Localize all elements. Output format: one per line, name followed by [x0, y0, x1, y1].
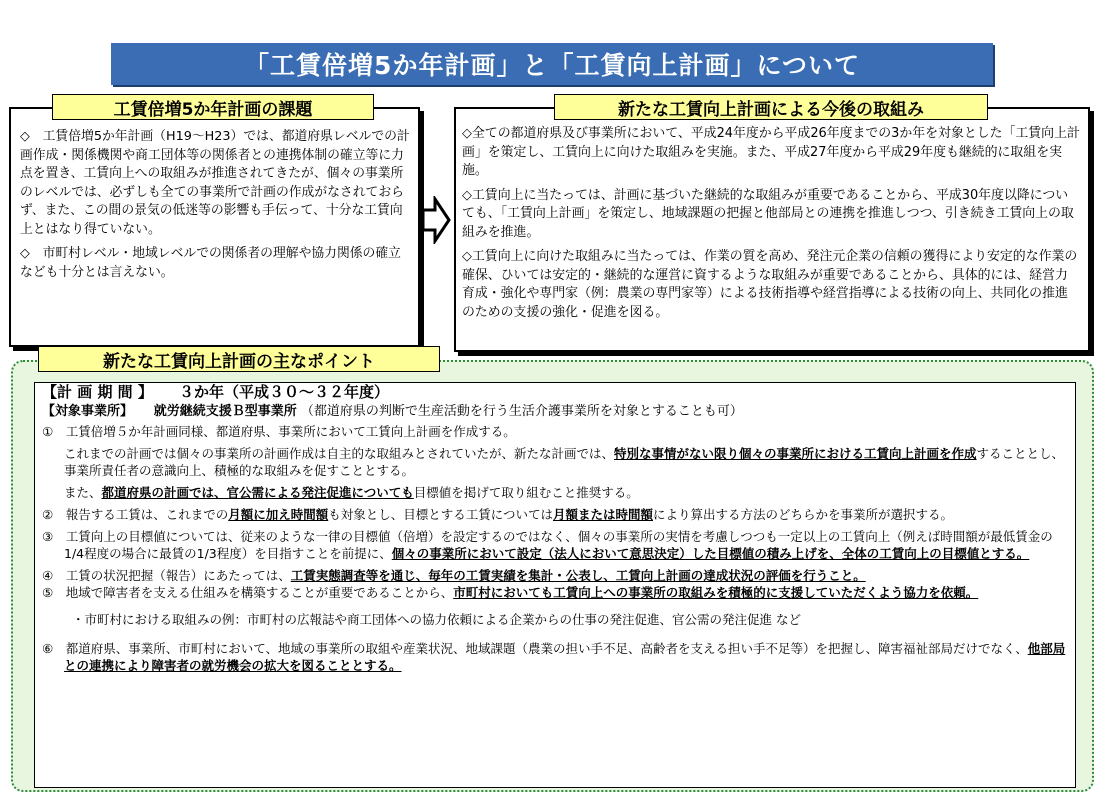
point-3 [42, 528, 1070, 562]
target-offices [42, 403, 1070, 420]
point-1b [42, 484, 1070, 501]
point-1a-text: これまでの計画では個々の事業所の計画作成は自主的な取組みとされていたが、新たな計画では、 [64, 446, 615, 461]
point-6-text: ⑥ 都道府県、事業所、市町村において、地域の事業所の取組や産業状況、地域課題（農業の担い手不足、高齢者を支える担い手不足等）を把握し、障害福祉部局だけでなく、 [42, 641, 1028, 656]
point-6-emphasis: 他部局との連携により障害者の就労機会の拡大を図ることとする。 [64, 641, 1066, 673]
point-4-emphasis: 工賃実態調査等を通じ、毎年の工賃実績を集計・公表し、工賃向上計画の達成状況の評価を行うこと。 [290, 568, 866, 583]
point-2-text-mid: も対象とし、目標とする工賃については [328, 507, 553, 522]
initiative-item-2: ◇工賃向上に当たっては、計画に基づいた継続的な取組みが重要であることから、平成30年度以降についても、「工賃向上計画」を策定し、地域課題の把握と他部局との連携を推進しつつ、引き続き工賃向上の取組みを推進。 [462, 187, 1074, 240]
challenge-item-2: ◇ 市町村レベル・地域レベルでの関係者の理解や協力関係の確立なども十分とは言えない。 [20, 246, 401, 280]
point-1b-text: また、 [64, 485, 102, 500]
initiative-item-1: ◇全ての都道府県及び事業所において、平成24年度から平成26年度までの3か年を対象とした「工賃向上計画」を策定し、工賃向上に向けた取組みを実施。また、平成27年度から平成29年度も継続的に取組を実施。 [462, 126, 1080, 178]
point-3-text: ③ 工賃向上の目標値については、従来のような一律の目標値（倍増）を設定するのではなく、個々の事業所の実情を考慮しつつも一定以上の工賃向上（例えば時間額が最低賃金の1/4程度の場合に最賃の1/3程度）を目指すことを前提に、 [42, 529, 1053, 561]
arrow-right-icon [421, 196, 451, 244]
plan-period [42, 384, 1070, 401]
point-5-text: ⑤ 地域で障害者を支える仕組みを構築することが重要であることから、 [42, 585, 454, 600]
future-initiatives-text [462, 125, 1080, 328]
point-4 [42, 567, 1070, 584]
point-5-example: ・市町村における取組みの例：市町村の広報誌や商工団体への協力依頼による企業からの仕事の発注促進、官公需の発注促進 など [72, 612, 801, 627]
challenges-text [20, 128, 410, 288]
point-5-emphasis: 市町村においても工賃向上への事業所の取組みを積極的に支援していただくよう協力を依頼。 [453, 585, 979, 600]
point-1a-emphasis: 特別な事情がない限り個々の事業所における工賃向上計画を作成 [614, 446, 977, 461]
point-2-text-end: により算出する方法のどちらかを事業所が選択する。 [653, 507, 954, 522]
point-1a-text-end: することとし、事業所責任者の意識向上、積極的な取組みを促すこととする。 [64, 446, 1065, 478]
point-3-emphasis-1: 個々の事業所において設定（法人において意思決定）した目標値の積み上げを、 [391, 546, 842, 561]
initiative-item-3: ◇工賃向上に向けた取組みに当たっては、作業の質を高め、発注元企業の信頼の獲得により安定的な作業の確保、ひいては安定的・継続的な運営に資するような取組みが重要であることから、具体的には、経営力育成・強化や専門家（例：農業の専門家等）による技術指導や経営指導による技術の向上、共同化の推進のための支援の強化・促進を図る。 [462, 249, 1078, 320]
point-3-emphasis-2: 全体の工賃向上の目標値とする。 [841, 546, 1030, 561]
challenge-item-1: ◇ 工賃倍増5か年計画（H19～H23）では、都道府県レベルでの計画作成・関係機関や商工団体等の関係者との連携体制の確立等に力点を置き、工賃向上への取組みが推進されてきたが、個々の事業所のレベルでは、必ずしも全ての事業所で計画の作成がなされておらず、また、この間の景気の低迷等の影響も手伝って、十分な工賃向上とはなり得ていない。 [20, 129, 410, 237]
main-points-content [42, 384, 1070, 674]
point-6 [42, 640, 1070, 674]
point-4-text: ④ 工賃の状況把握（報告）にあたっては、 [42, 568, 291, 583]
target-offices-label: 【対象事業所】 [42, 404, 134, 419]
point-1: ① 工賃倍増５か年計画同様、都道府県、事業所において工賃向上計画を作成する。 [42, 424, 516, 439]
target-offices-value: 就労継続支援Ｂ型事業所 [153, 404, 297, 419]
plan-period-label: 【計 画 期 間 】 [42, 383, 153, 401]
point-1b-text-end: 目標値を掲げて取り組むこと推奨する。 [413, 485, 639, 500]
future-initiatives-label: 新たな工賃向上計画による今後の取組み [554, 94, 988, 120]
page-title: 「工賃倍増5か年計画」と「工賃向上計画」について [111, 43, 993, 85]
point-2-emphasis-2: 月額または時間額 [553, 507, 654, 522]
point-1b-emphasis: 都道府県の計画では、官公需による発注促進についても [101, 485, 414, 500]
point-2 [42, 506, 1070, 523]
point-2-emphasis-1: 月額に加え時間額 [228, 507, 329, 522]
main-points-label: 新たな工賃向上計画の主なポイント [38, 346, 440, 372]
target-offices-note: （都道府県の判断で生産活動を行う生活介護事業所を対象とすることも可） [300, 404, 743, 419]
point-1a [42, 445, 1070, 479]
point-5 [42, 584, 1070, 601]
point-2-text: ② 報告する工賃は、これまでの [42, 507, 229, 522]
challenges-label: 工賃倍増5か年計画の課題 [52, 94, 374, 120]
plan-period-value: ３か年（平成３０～３２年度） [179, 383, 390, 401]
